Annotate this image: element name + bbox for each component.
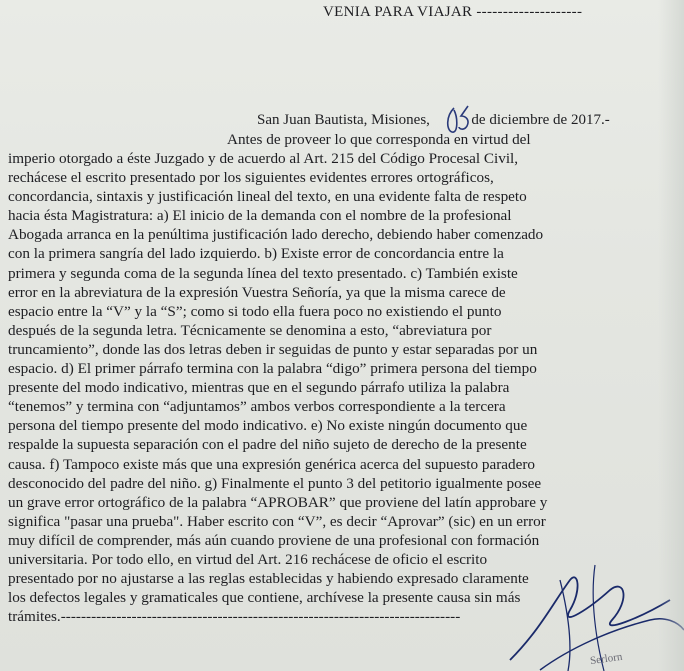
body-line: trámites.------------------------------------------------------------------------------- [8,608,461,626]
body-line: universitaria. Por todo ello, en virtud del Art. 216 rechácese de oficio el escrito [8,550,488,568]
dateline-place: San Juan Bautista, Misiones, [257,112,430,128]
body-line: error en la abreviatura de la expresión Vuestra Señoría, ya que la misma carece de [8,283,506,301]
dateline [257,112,610,129]
body-line: “tenemos” y termina con “adjuntamos” ambos verbos correspondiente a la tercera [8,398,506,416]
body-line: truncamiento”, donde las dos letras deben ir seguidas de punto y estar separadas por un [8,340,538,358]
body-line: persona del tiempo presente del modo indicativo. e) No existe ningún documento que [8,417,528,435]
body-line: presentado por no ajustarse a las reglas establecidas y habiendo expresado claramente [8,570,529,588]
document-heading [323,4,582,21]
body-line: significa "pasar una prueba". Haber escrito con “V”, es decir “Aprovar” (sic) en un error [8,512,546,530]
body-line: muy difícil de comprender, más aún cuando proviene de una profesional con formación [8,531,540,549]
body-line: rechácese el escrito presentado por los siguientes evidentes errores ortográficos, [8,169,494,187]
body-line: espacio entre la “V” y la “S”; como si todo ella fuera poco no existiendo el punto [8,302,502,320]
body-line: Abogada arranca en la penúltima justificación lado derecho, debiendo haber comenzado [8,226,544,244]
body-line: causa. f) Tampoco existe más que una expresión genérica acerca del supuesto paradero [8,455,536,473]
body-line: un grave error ortográfico de la palabra “APROBAR” que proviene del latín approbare y [8,493,548,511]
body-line: hacia ésta Magistratura: a) El inicio de la demanda con el nombre de la profesional [8,207,512,225]
body-line: los defectos legales y gramaticales que contiene, archívese la presente causa sin más [8,589,521,607]
body-line: desconocido del padre del niño. g) Finalmente el punto 3 del petitorio igualmente posee [8,474,542,492]
body-line: respalde la supuesta separación con el padre del niño sujeto de derecho de la presente [8,436,527,454]
body-line: primera y segunda coma de la segunda línea del texto presentado. c) También existe [8,264,518,282]
stamp-text: Serlorn [589,650,624,668]
opening-text: Antes de proveer lo que corresponda en virtud del [227,131,531,148]
heading-title: VENIA PARA VIAJAR [323,4,473,20]
body-line: presente del modo indicativo, mientras que en el segundo párrafo utiliza la palabra [8,379,510,397]
opening-line [227,130,675,149]
dateline-rest: de diciembre de 2017.- [471,112,610,128]
body-line: concordancia, sintaxis y justificación lineal del texto, en una evidente falta de respeto [8,188,527,206]
page-edge [658,0,684,671]
body-line: después de la segunda letra. Técnicamente se denomina a esto, “abreviatura por [8,321,492,339]
body-paragraph [8,149,678,626]
heading-dashes: -------------------- [476,4,583,20]
body-line: con la primera sangría del lado izquierdo. b) Existe error de concordancia entre la [8,245,504,263]
body-line: imperio otorgado a éste Juzgado y de acuerdo al Art. 215 del Código Procesal Civil, [8,150,519,167]
body-line: espacio. d) El primer párrafo termina con la palabra “digo” primera persona del tiempo [8,360,537,378]
